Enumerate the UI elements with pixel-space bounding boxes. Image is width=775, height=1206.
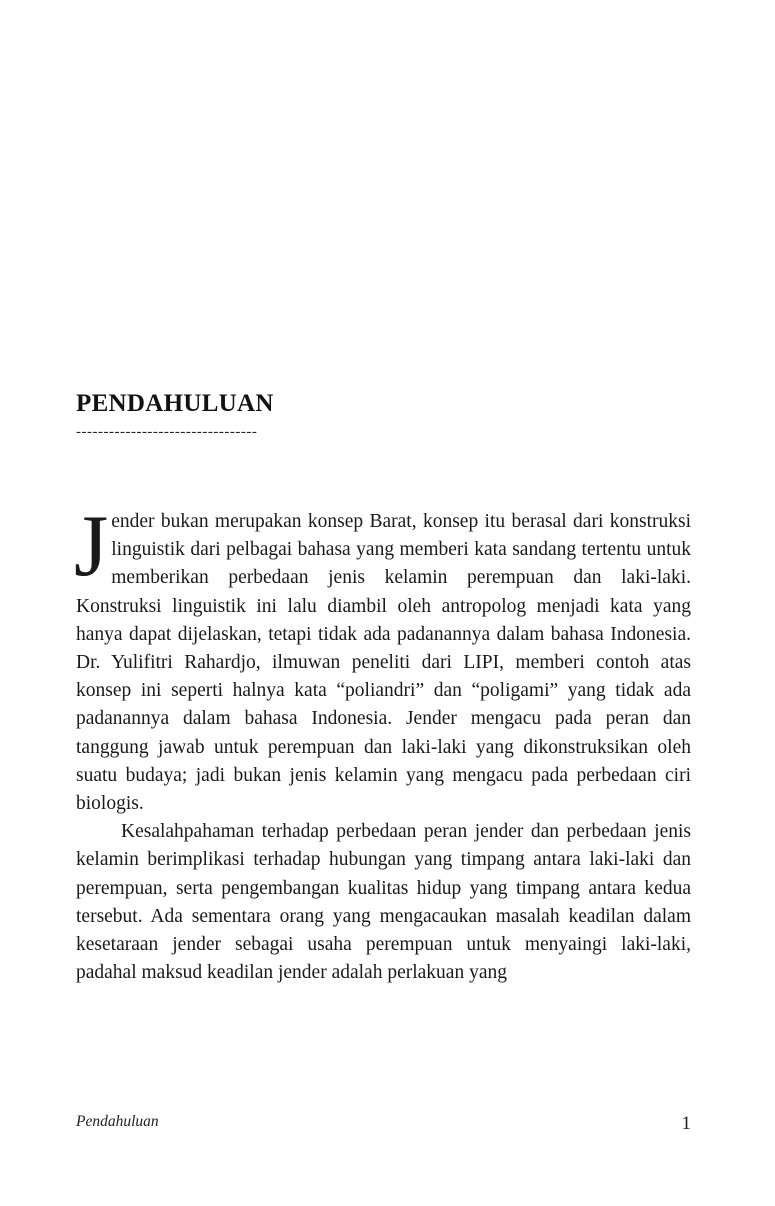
- drop-cap: J: [74, 498, 109, 595]
- paragraph-1: [74, 498, 691, 818]
- chapter-title: PENDAHULUAN: [76, 390, 274, 417]
- title-underline-rule: ---------------------------------: [76, 424, 258, 440]
- body-text: [74, 498, 691, 987]
- paragraph-1-text: ender bukan merupakan konsep Barat, konsep itu berasal dari konstruksi linguistik dari pelbagai bahasa yang memberi kata sandang tertentu untuk memberikan perbedaan jenis kelamin perempuan dan laki-laki. Konstruksi linguistik ini lalu diambil oleh antropolog menjadi kata yang hanya dapat dijelaskan, tetapi tidak ada padanannya dalam bahasa Indonesia. Dr. Yulifitri Rahardjo, ilmuwan peneliti dari LIPI, memberi contoh atas konsep ini seperti halnya kata “poliandri” dan “poligami” yang tidak ada padanannya dalam bahasa Indonesia. Jender mengacu pada peran dan tanggung jawab untuk perempuan dan laki-laki yang dikonstruksikan oleh suatu budaya; jadi bukan jenis kelamin yang mengacu pada perbedaan ciri biologis.: [76, 511, 691, 815]
- paragraph-2: Kesalahpahaman terhadap perbedaan peran jender dan perbedaan jenis kelamin berimplikasi terhadap hubungan yang timpang antara laki-laki dan perempuan, serta pengembangan kualitas hidup yang timpang antara kedua tersebut. Ada sementara orang yang mengacaukan masalah keadilan dalam kesetaraan jender sebagai usaha perempuan untuk menyaingi laki-laki, padahal maksud keadilan jender adalah perlakuan yang: [76, 821, 691, 984]
- running-footer-title: Pendahuluan: [76, 1113, 159, 1130]
- page-number: 1: [681, 1113, 691, 1134]
